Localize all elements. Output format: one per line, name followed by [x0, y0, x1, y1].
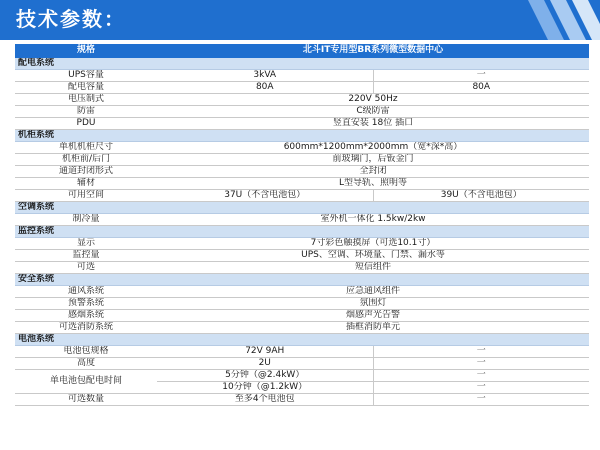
table-row [15, 70, 589, 82]
row-value: 80A [157, 82, 373, 94]
spec-table [15, 44, 589, 406]
row-value: 39U（不含电池包） [373, 190, 589, 202]
table-row [15, 358, 589, 370]
table-header [15, 44, 589, 58]
row-label: 通道封闭形式 [15, 166, 157, 178]
section-title: 空调系统 [15, 202, 589, 214]
row-value: L型导轨、照明等 [157, 178, 589, 190]
table-row [15, 262, 589, 274]
section-row [15, 130, 589, 142]
row-value: 一 [373, 370, 589, 382]
row-value: UPS、空调、环境量、门禁、漏水等 [157, 250, 589, 262]
row-label: 通风系统 [15, 286, 157, 298]
row-label: 显示 [15, 238, 157, 250]
table-row [15, 214, 589, 226]
row-value: 80A [373, 82, 589, 94]
section-row [15, 226, 589, 238]
row-value: 竖直安装 18位 插口 [157, 118, 589, 130]
table-row [15, 286, 589, 298]
table-row [15, 82, 589, 94]
section-title: 机柜系统 [15, 130, 589, 142]
table-row [15, 178, 589, 190]
row-value: 一 [373, 70, 589, 82]
row-value: 一 [373, 358, 589, 370]
row-value: 3kVA [157, 70, 373, 82]
row-value: 氛围灯 [157, 298, 589, 310]
section-row [15, 58, 589, 70]
row-value: 5分钟（@2.4kW） [157, 370, 373, 382]
table-row [15, 238, 589, 250]
row-label: 监控量 [15, 250, 157, 262]
section-title: 安全系统 [15, 274, 589, 286]
row-label: 高度 [15, 358, 157, 370]
row-value: 烟感声光告警 [157, 310, 589, 322]
row-label: 机柜前/后门 [15, 154, 157, 166]
row-value: 2U [157, 358, 373, 370]
row-label: UPS容量 [15, 70, 157, 82]
section-row [15, 202, 589, 214]
row-value: 37U（不含电池包） [157, 190, 373, 202]
row-value: 一 [373, 394, 589, 406]
row-label: 防雷 [15, 106, 157, 118]
table-row [15, 190, 589, 202]
row-value: 600mm*1200mm*2000mm（宽*深*高） [157, 142, 589, 154]
table-row [15, 250, 589, 262]
row-value: 插框消防单元 [157, 322, 589, 334]
table-row [15, 310, 589, 322]
row-value: 室外机一体化 1.5kw/2kw [157, 214, 589, 226]
row-label: PDU [15, 118, 157, 130]
table-row [15, 370, 589, 382]
row-label: 单机机柜尺寸 [15, 142, 157, 154]
table-row [15, 94, 589, 106]
table-row [15, 142, 589, 154]
row-label: 可选 [15, 262, 157, 274]
table-row [15, 298, 589, 310]
section-title: 监控系统 [15, 226, 589, 238]
row-label: 电压制式 [15, 94, 157, 106]
section-title: 电池系统 [15, 334, 589, 346]
row-label: 制冷量 [15, 214, 157, 226]
row-label: 配电容量 [15, 82, 157, 94]
header-spec: 规格 [15, 44, 157, 58]
table-row [15, 394, 589, 406]
row-value: 220V 50Hz [157, 94, 589, 106]
header-product: 北斗IT专用型BR系列微型数据中心 [157, 44, 589, 58]
header-banner [0, 0, 600, 40]
table-row [15, 118, 589, 130]
section-row [15, 274, 589, 286]
row-label: 预警系统 [15, 298, 157, 310]
page-title: 技术参数： [16, 7, 126, 31]
row-label: 电池包规格 [15, 346, 157, 358]
row-value: 至多4个电池包 [157, 394, 373, 406]
table-row [15, 166, 589, 178]
table-row [15, 322, 589, 334]
section-row [15, 334, 589, 346]
table-row [15, 346, 589, 358]
decorative-stripes [510, 0, 600, 40]
row-value: 一 [373, 346, 589, 358]
row-value: 一 [373, 382, 589, 394]
row-value: 应急通风组件 [157, 286, 589, 298]
row-value: 7寸彩色触摸屏（可选10.1寸） [157, 238, 589, 250]
row-label: 可用空间 [15, 190, 157, 202]
row-value: 72V 9AH [157, 346, 373, 358]
row-value: 10分钟（@1.2kW） [157, 382, 373, 394]
table-row [15, 106, 589, 118]
row-label: 单电池包配电时间 [15, 370, 157, 394]
table-row [15, 154, 589, 166]
row-value: 短信组件 [157, 262, 589, 274]
section-title: 配电系统 [15, 58, 589, 70]
row-label: 可选数量 [15, 394, 157, 406]
row-label: 可选消防系统 [15, 322, 157, 334]
row-value: C级防雷 [157, 106, 589, 118]
row-value: 前玻璃门，后钣金门 [157, 154, 589, 166]
row-value: 全封闭 [157, 166, 589, 178]
row-label: 感烟系统 [15, 310, 157, 322]
row-label: 辅材 [15, 178, 157, 190]
